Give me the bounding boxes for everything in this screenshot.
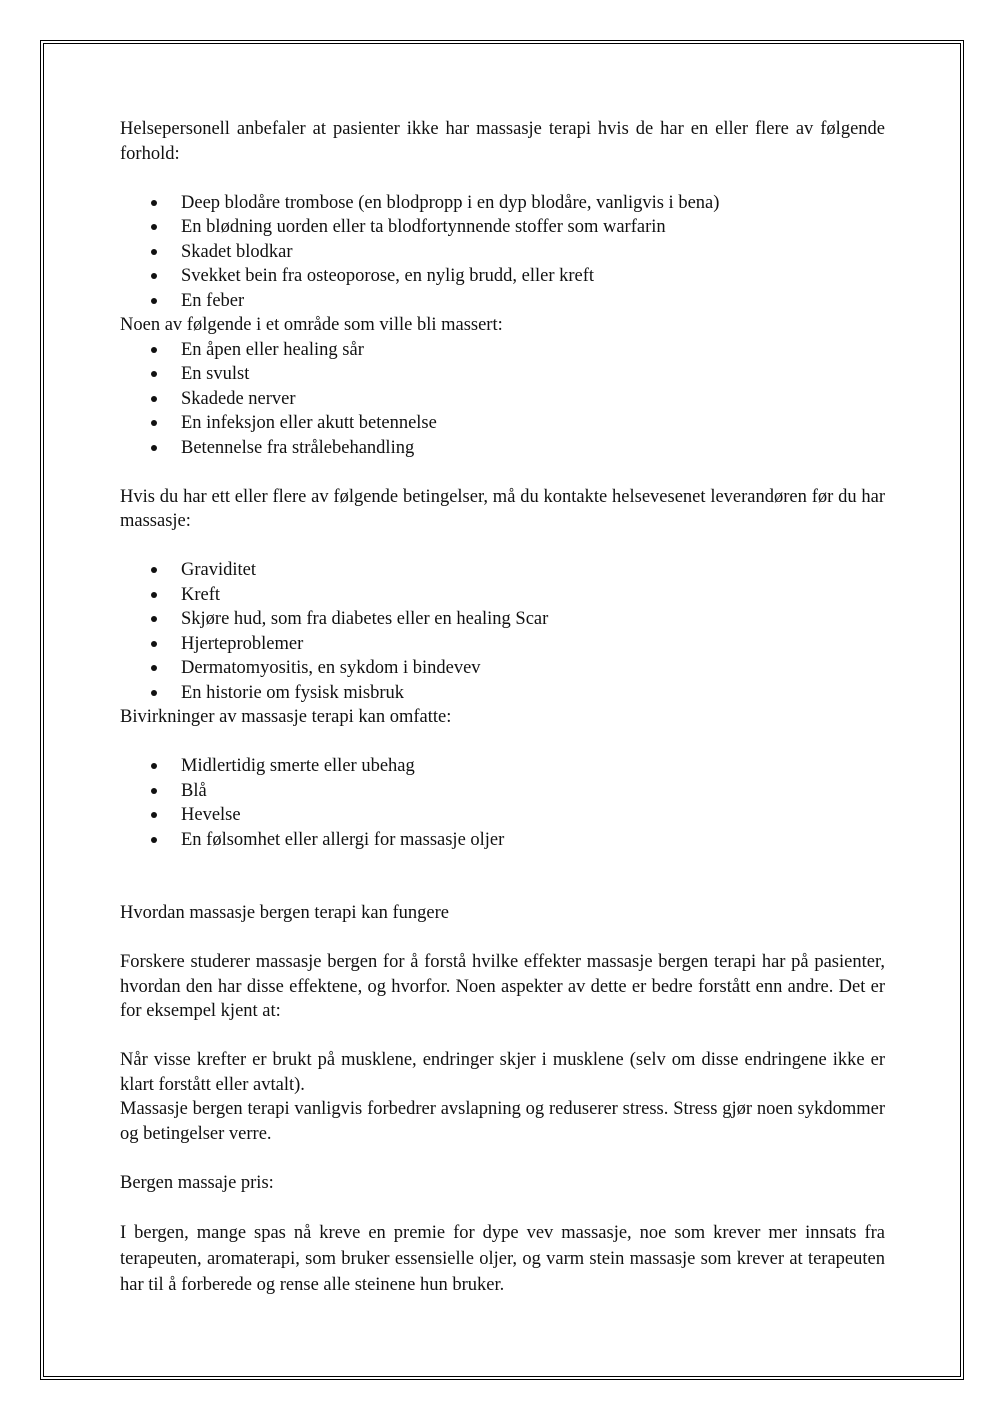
conditions-list: [120, 191, 885, 314]
contact-paragraph: Hvis du har ett eller flere av følgende betingelser, må du kontakte helsevesenet leverandøren før du har massasje:: [120, 486, 885, 531]
list-item: Blå: [120, 779, 885, 804]
how-heading: Hvordan massasje bergen terapi kan fungere: [120, 903, 449, 923]
list-item: Midlertidig smerte eller ubehag: [120, 754, 885, 779]
list-item: En historie om fysisk misbruk: [120, 681, 885, 706]
research-paragraph: Forskere studerer massasje bergen for å forstå hvilke effekter massasje bergen terapi har på pasienter, hvordan den har disse effektene, og hvorfor. Noen aspekter av dette er bedre forstått enn andre. Det er for eksempel kjent at:: [120, 952, 885, 1021]
area-list: [120, 338, 885, 461]
price-paragraph: I bergen, mange spas nå kreve en premie for dype vev massasje, noe som krever mer innsats fra terapeuten, aromaterapi, som bruker essensielle oljer, og varm stein massasje som krever at terapeuten har til å forberede og rense alle steinene hun bruker.: [120, 1222, 885, 1295]
list-item: Svekket bein fra osteoporose, en nylig brudd, eller kreft: [120, 264, 885, 289]
list-item: Hevelse: [120, 803, 885, 828]
muscles-paragraph: Når visse krefter er brukt på musklene, endringer skjer i musklene (selv om disse endringene ikke er klart forstått eller avtalt).: [120, 1050, 885, 1095]
list-item: En følsomhet eller allergi for massasje oljer: [120, 828, 885, 853]
list-item: Kreft: [120, 583, 885, 608]
list-item: En feber: [120, 289, 885, 314]
list-item: Dermatomyositis, en sykdom i bindevev: [120, 656, 885, 681]
side-effects-heading: Bivirkninger av massasje terapi kan omfatte:: [120, 707, 452, 727]
list-item: En infeksjon eller akutt betennelse: [120, 411, 885, 436]
price-heading: Bergen massaje pris:: [120, 1172, 274, 1193]
list-item: Skjøre hud, som fra diabetes eller en healing Scar: [120, 607, 885, 632]
contact-list: [120, 558, 885, 705]
list-item: Hjerteproblemer: [120, 632, 885, 657]
intro-paragraph: Helsepersonell anbefaler at pasienter ikke har massasje terapi hvis de har en eller flere av følgende forhold:: [120, 119, 885, 164]
list-item: Deep blodåre trombose (en blodpropp i en dyp blodåre, vanligvis i bena): [120, 191, 885, 216]
stress-paragraph: Massasje bergen terapi vanligvis forbedrer avslapning og reduserer stress. Stress gjør noen sykdommer og betingelser verre.: [120, 1099, 885, 1144]
list-item: En svulst: [120, 362, 885, 387]
area-heading: Noen av følgende i et område som ville bli massert:: [120, 315, 503, 335]
document-body: [120, 117, 885, 1298]
list-item: Skadet blodkar: [120, 240, 885, 265]
list-item: Graviditet: [120, 558, 885, 583]
side-effects-list: [120, 754, 885, 852]
list-item: En åpen eller healing sår: [120, 338, 885, 363]
list-item: Skadede nerver: [120, 387, 885, 412]
list-item: En blødning uorden eller ta blodfortynnende stoffer som warfarin: [120, 215, 885, 240]
list-item: Betennelse fra strålebehandling: [120, 436, 885, 461]
